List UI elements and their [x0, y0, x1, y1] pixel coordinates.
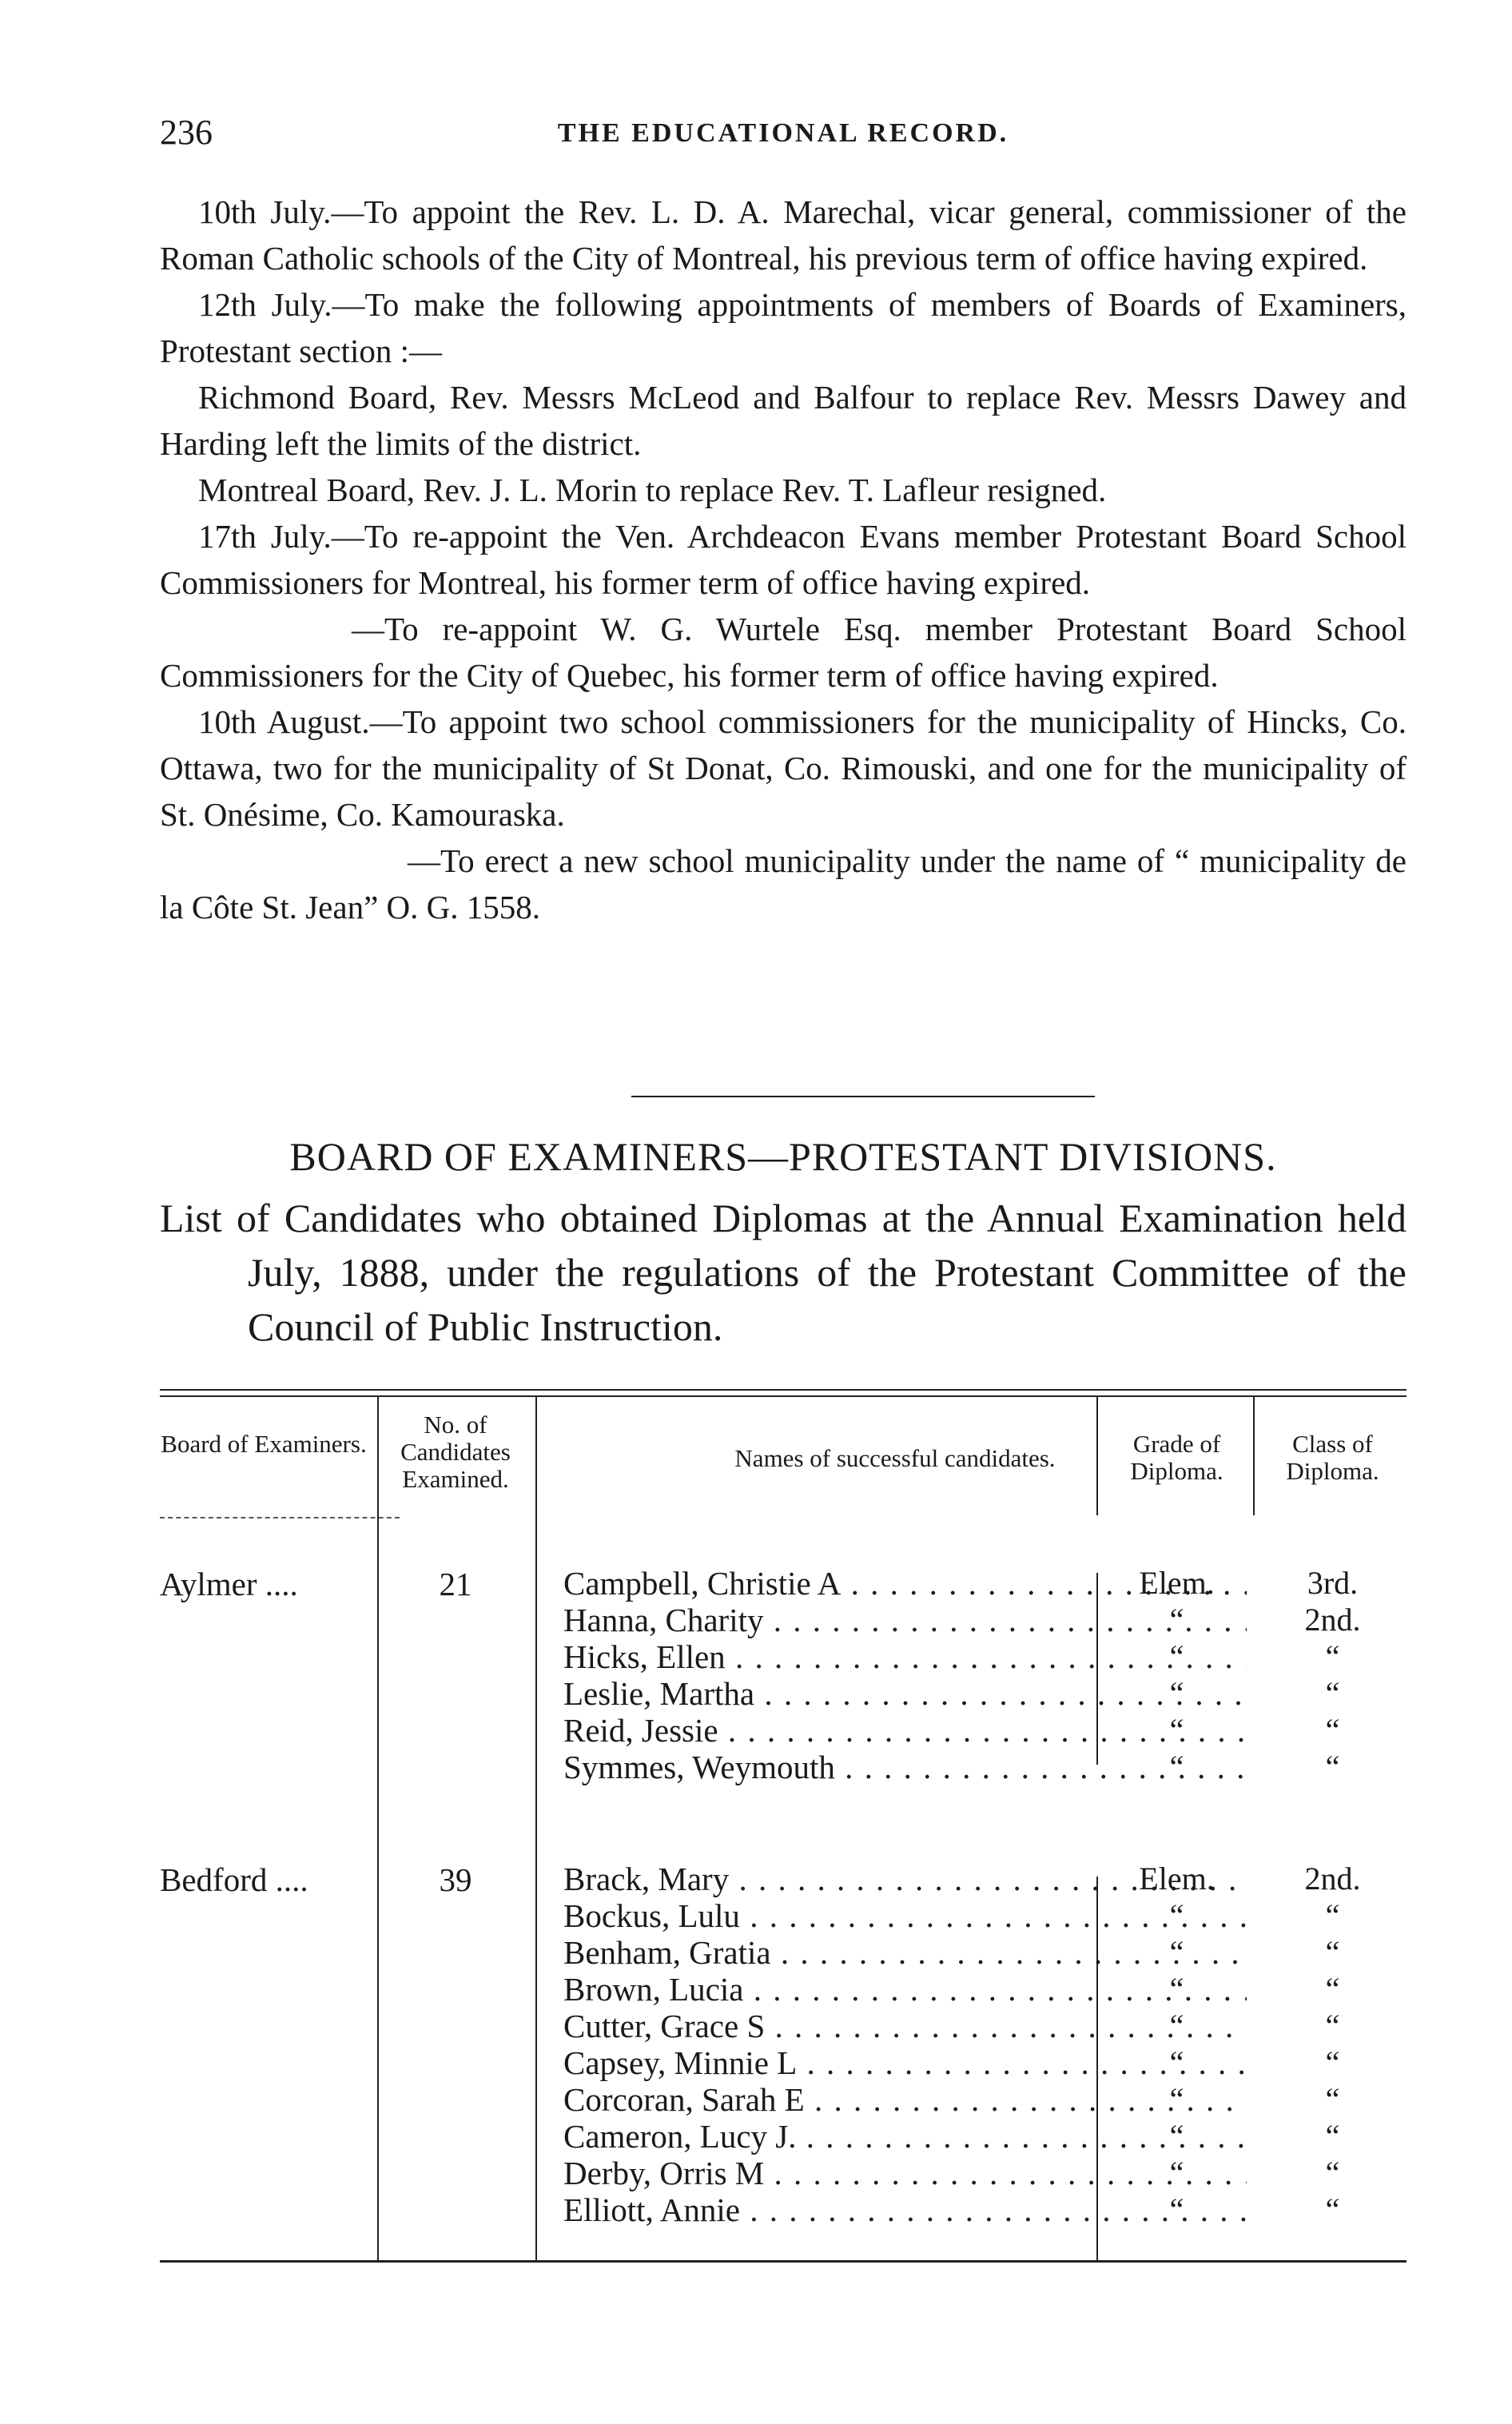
- diploma-class: 2nd.: [1304, 1861, 1361, 1897]
- diploma-class: “: [1325, 2118, 1340, 2154]
- candidates-count: 21: [439, 1566, 472, 1602]
- table-top-rule: [160, 1389, 1407, 1397]
- page-number: 236: [160, 113, 213, 152]
- candidate-list: [160, 1565, 1407, 1785]
- candidate-list: [160, 1861, 1407, 2228]
- diploma-class: “: [1325, 2191, 1340, 2227]
- candidate-name: Cutter, Grace S . . .: [563, 2008, 1247, 2044]
- notice: [160, 699, 1407, 838]
- table-row: [160, 2081, 1407, 2118]
- table-row: [160, 1971, 1407, 2008]
- table-row: [160, 1749, 1407, 1785]
- diploma-grade: “: [1169, 1897, 1184, 1933]
- table-row: [160, 1861, 1407, 1897]
- diploma-class: “: [1325, 1675, 1340, 1711]
- candidates-count: 39: [439, 1861, 472, 1898]
- notice-date: 12th July.: [198, 286, 332, 323]
- diploma-grade: “: [1169, 2081, 1184, 2117]
- table-row: [160, 1712, 1407, 1749]
- diploma-class: “: [1325, 2008, 1340, 2044]
- table-bottom-rule: [160, 2260, 1407, 2263]
- table-header: [160, 1397, 1407, 1514]
- candidate-name: Bockus, Lulu . . .: [563, 1897, 1247, 1934]
- header-grade: Grade of Diploma.: [1130, 1430, 1224, 1485]
- header-board: Board of Examiners.: [161, 1430, 367, 1458]
- diploma-class: “: [1325, 1749, 1340, 1785]
- notice-text: Montreal Board, Rev. J. L. Morin to replace Rev. T. Lafleur resigned.: [198, 472, 1107, 508]
- header-count: No. of Candidates Examined.: [400, 1411, 511, 1493]
- notice: [160, 838, 1407, 930]
- section-divider: [631, 1096, 1095, 1097]
- diploma-class: 3rd.: [1307, 1565, 1359, 1601]
- notice-text: —To appoint the Rev. L. D. A. Marechal, vicar general, commissioner of the Roman Catholic schools of the City of Montreal, his previous term of office having expired.: [160, 193, 1407, 277]
- candidate-name: Reid, Jessie . . .: [563, 1712, 1247, 1749]
- diploma-grade: Elem.: [1139, 1565, 1215, 1601]
- header-class: Class of Diploma.: [1286, 1430, 1379, 1485]
- candidate-name: Hicks, Ellen . . .: [563, 1638, 1247, 1675]
- candidate-name: Campbell, Christie A . . .: [563, 1565, 1247, 1602]
- notice: [160, 513, 1407, 606]
- table-row: [160, 2191, 1407, 2228]
- running-head: [160, 112, 1407, 160]
- candidate-name: Brack, Mary . . .: [563, 1861, 1247, 1897]
- board-group-aylmer: [160, 1565, 1407, 1789]
- table-row: [160, 1602, 1407, 1638]
- diploma-class: “: [1325, 1712, 1340, 1748]
- table-row: [160, 1675, 1407, 1712]
- section-intro: [160, 1191, 1407, 1354]
- diploma-grade: “: [1169, 2191, 1184, 2227]
- column-rule: [1253, 1397, 1255, 1515]
- diploma-class: “: [1325, 1638, 1340, 1674]
- notice-text: —To erect a new school municipality under the name of “ municipality de la Côte St. Jean” O. G. 1558.: [160, 842, 1407, 925]
- notice-date: 17th July.: [198, 518, 332, 555]
- candidate-name: Symmes, Weymouth . . .: [563, 1749, 1247, 1785]
- diploma-table: [160, 1389, 1407, 2268]
- table-row: [160, 2155, 1407, 2191]
- notice-text: —To make the following appointments of members of Boards of Examiners, Protestant section :—: [160, 286, 1407, 369]
- diploma-grade: “: [1169, 1934, 1184, 1970]
- candidate-name: Capsey, Minnie L . . .: [563, 2044, 1247, 2081]
- diploma-grade: “: [1169, 1712, 1184, 1748]
- notice: [160, 189, 1407, 281]
- table-row: [160, 1565, 1407, 1602]
- candidate-name: Corcoran, Sarah E . . .: [563, 2081, 1247, 2118]
- diploma-grade: “: [1169, 2118, 1184, 2154]
- table-row: [160, 2118, 1407, 2155]
- candidate-name: Hanna, Charity . . .: [563, 1602, 1247, 1638]
- appointment-notices: [160, 189, 1407, 930]
- diploma-class: “: [1325, 1971, 1340, 2007]
- diploma-grade: “: [1169, 1971, 1184, 2007]
- table-row: [160, 2044, 1407, 2081]
- table-row: [160, 1638, 1407, 1675]
- diploma-grade: “: [1169, 2044, 1184, 2080]
- table-row: [160, 2008, 1407, 2044]
- table-row: [160, 1897, 1407, 1934]
- candidate-name: Leslie, Martha . . .: [563, 1675, 1247, 1712]
- section-intro-text: List of Candidates who obtained Diplomas at the Annual Examination held July, 1888, under the regulations of the Protestant Committee of the Council of Public Instruction.: [160, 1196, 1407, 1349]
- board-name: Bedford ....: [160, 1861, 308, 1898]
- section-heading: BOARD OF EXAMINERS—PROTESTANT DIVISIONS.: [289, 1134, 1277, 1179]
- notice-text: —To appoint two school commissioners for the municipality of Hincks, Co. Ottawa, two for the municipality of St Donat, Co. Rimouski, and one for the municipality of St. Onésime, Co. Kamouraska.: [160, 703, 1407, 833]
- diploma-class: “: [1325, 1934, 1340, 1970]
- diploma-class: 2nd.: [1304, 1602, 1361, 1638]
- diploma-class: “: [1325, 1897, 1340, 1933]
- table-row: [160, 1934, 1407, 1971]
- diploma-class: “: [1325, 2155, 1340, 2191]
- notice-text: —To re-appoint the Ven. Archdeacon Evans member Protestant Board School Commissioners for Montreal, his former term of office having expired.: [160, 518, 1407, 601]
- diploma-class: “: [1325, 2081, 1340, 2117]
- notice: [160, 606, 1407, 699]
- board-group-bedford: [160, 1861, 1407, 2236]
- header-names: Names of successful candidates.: [734, 1444, 1056, 1472]
- diploma-grade: “: [1169, 1749, 1184, 1785]
- candidate-name: Elliott, Annie . . .: [563, 2191, 1247, 2228]
- notice: [160, 281, 1407, 374]
- notice-text: —To re-appoint W. G. Wurtele Esq. member Protestant Board School Commissioners for the City of Quebec, his former term of office having expired.: [160, 611, 1407, 694]
- candidate-name: Brown, Lucia . . .: [563, 1971, 1247, 2008]
- diploma-grade: Elem.: [1139, 1861, 1215, 1897]
- candidate-name: Cameron, Lucy J. . . .: [563, 2118, 1247, 2155]
- diploma-class: “: [1325, 2044, 1340, 2080]
- diploma-grade: “: [1169, 1675, 1184, 1711]
- diploma-grade: “: [1169, 1638, 1184, 1674]
- board-name: Aylmer ....: [160, 1566, 298, 1602]
- header-rule: [160, 1517, 400, 1518]
- notice-date: 10th July.: [198, 193, 332, 230]
- diploma-grade: “: [1169, 2008, 1184, 2044]
- notice-date: 10th August.: [198, 703, 370, 740]
- candidate-name: Benham, Gratia . . .: [563, 1934, 1247, 1971]
- diploma-grade: “: [1169, 2155, 1184, 2191]
- column-rule: [1096, 1397, 1098, 1515]
- journal-title: THE EDUCATIONAL RECORD.: [557, 118, 1009, 148]
- candidate-name: Derby, Orris M . . .: [563, 2155, 1247, 2191]
- diploma-grade: “: [1169, 1602, 1184, 1638]
- notice-text: Richmond Board, Rev. Messrs McLeod and Balfour to replace Rev. Messrs Dawey and Harding left the limits of the district.: [160, 379, 1407, 462]
- notice: [160, 374, 1407, 467]
- notice: [160, 467, 1407, 513]
